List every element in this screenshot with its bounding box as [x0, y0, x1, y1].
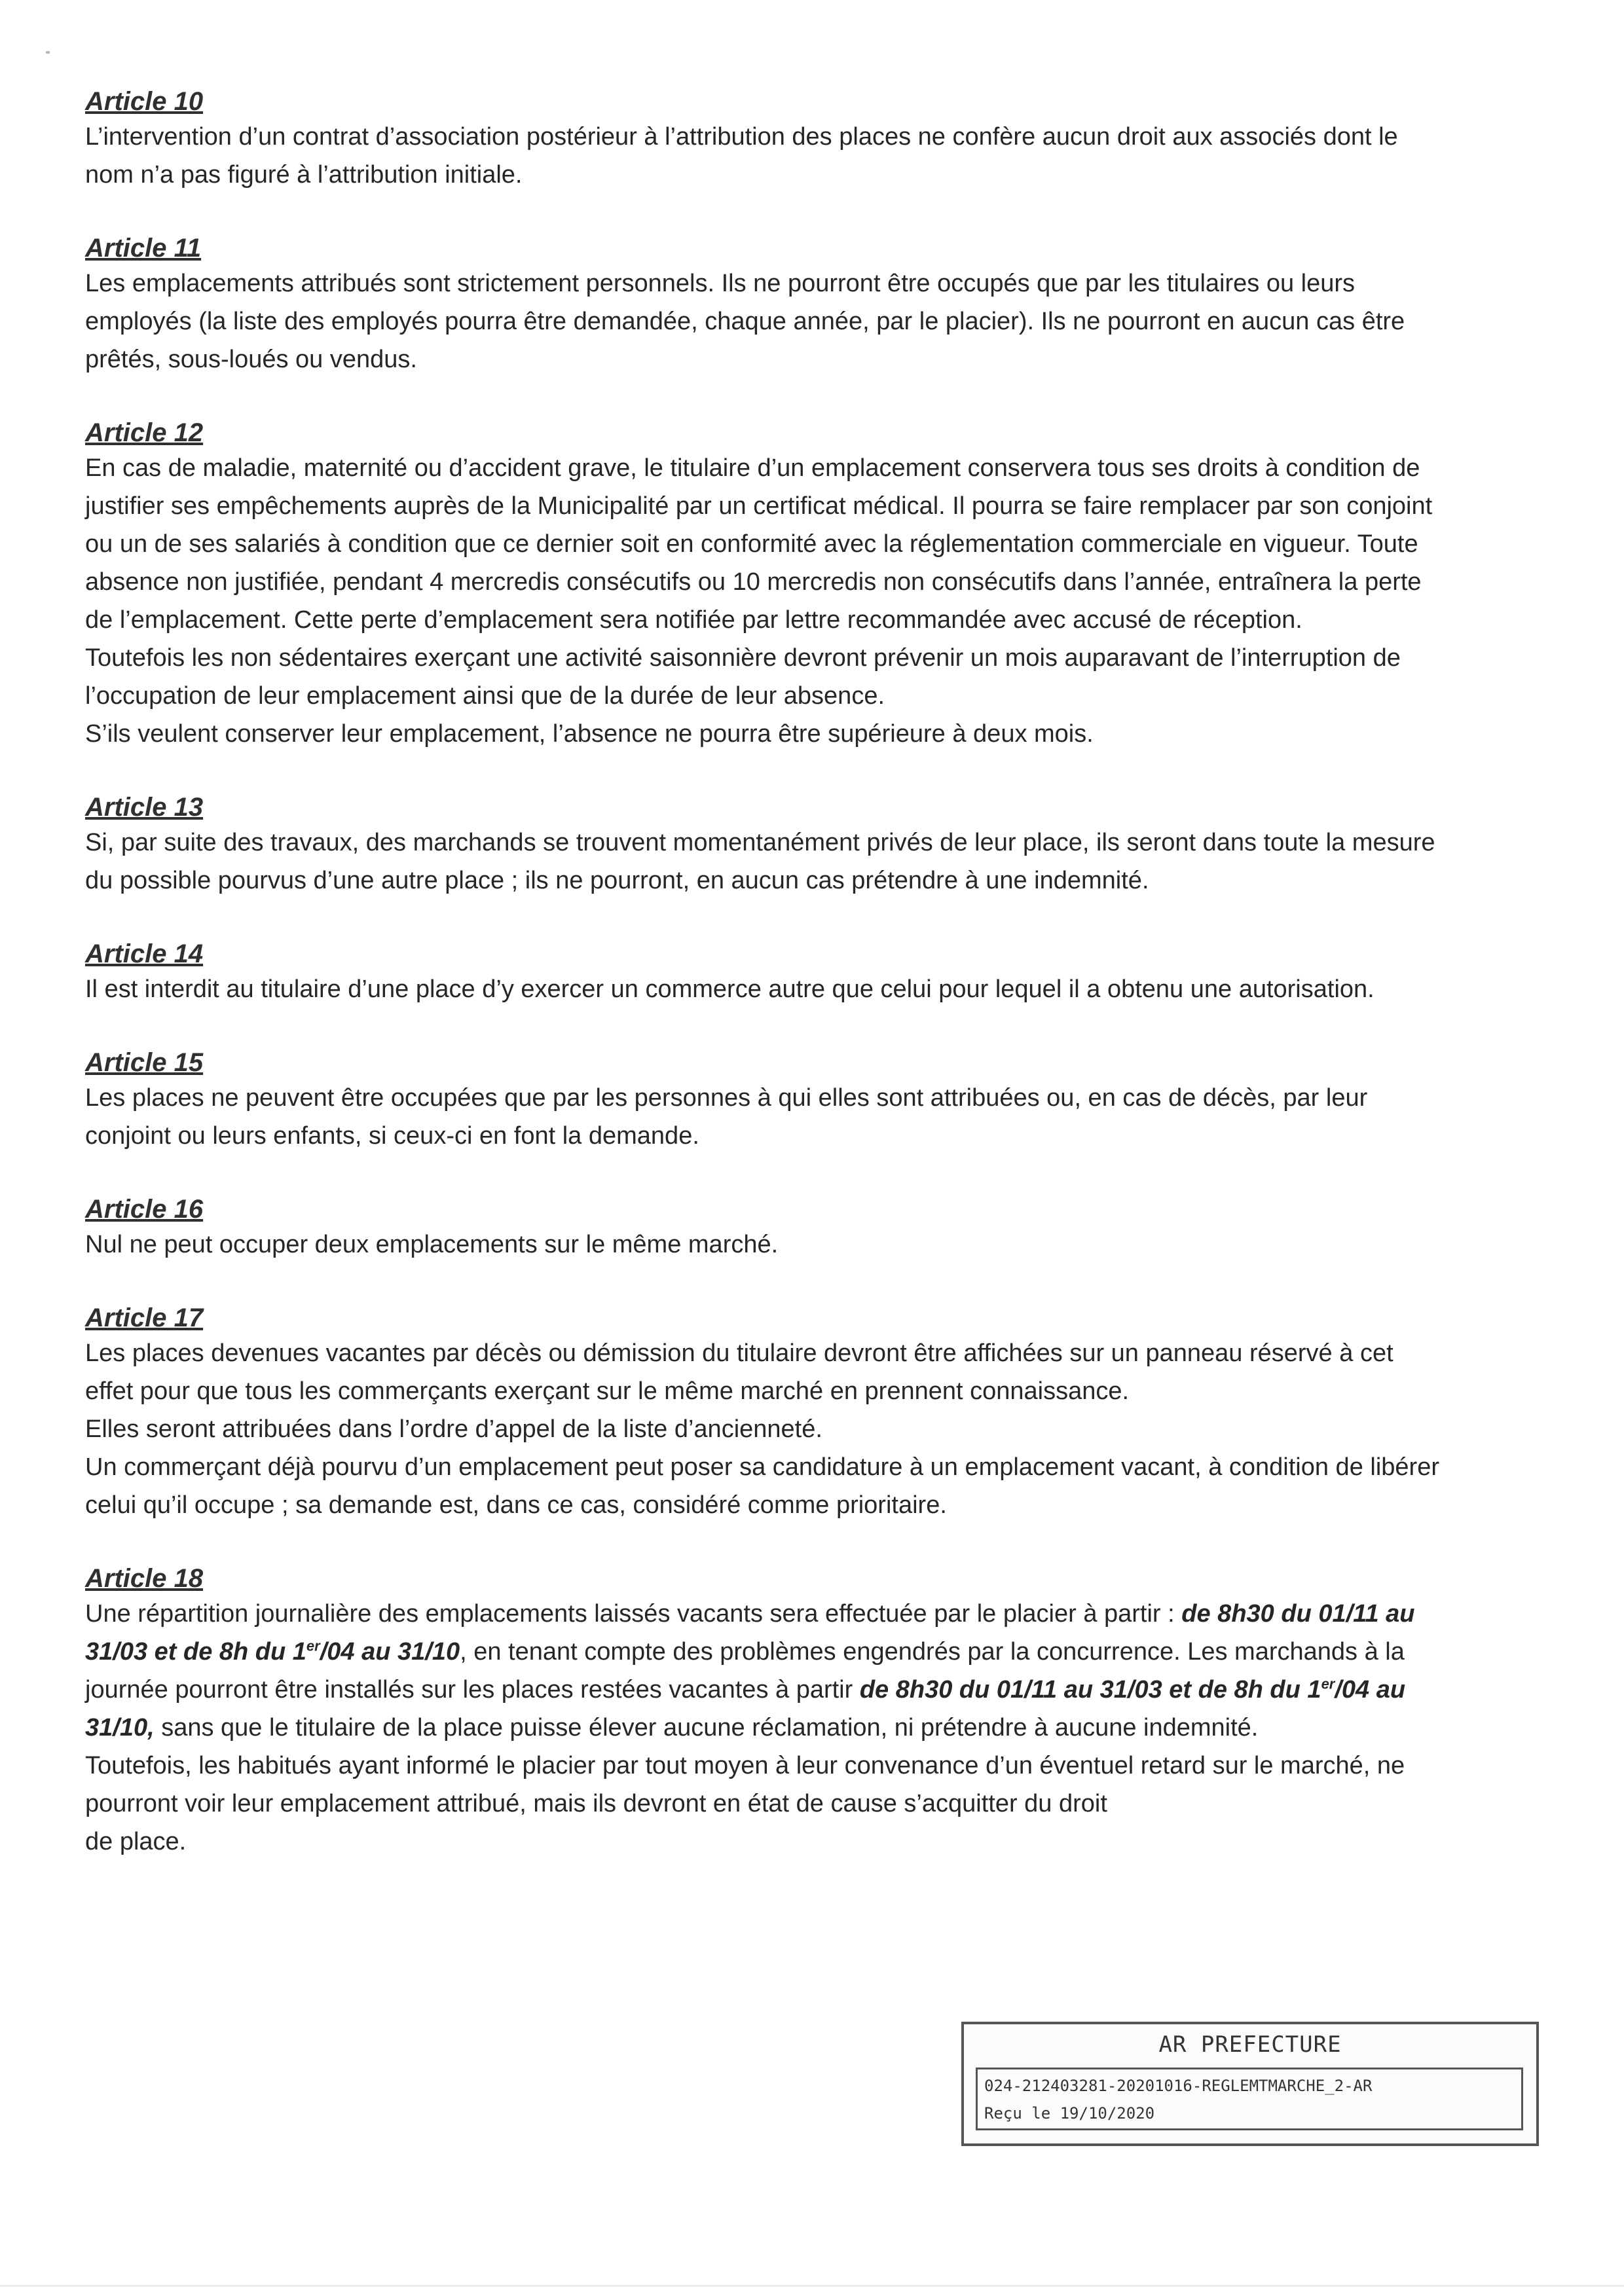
article-body [85, 1334, 1447, 1524]
article-17 [85, 1302, 1447, 1524]
article-13 [85, 791, 1447, 900]
article-text: , en tenant compte des problèmes engendrés par la concurrence. Les marchands à la journée pourront être installés sur les places restées vacantes à partir [85, 1638, 1405, 1704]
article-body [85, 970, 1447, 1008]
article-body [85, 118, 1447, 194]
article-paragraph: Les places devenues vacantes par décès ou démission du titulaire devront être affichées sur un panneau réservé à cet effet pour que tous les commerçants exerçant sur le même marché en prennent connaissance. [85, 1339, 1393, 1405]
stamp-details [976, 2068, 1523, 2130]
article-title: Article 10 [85, 87, 204, 116]
article-paragraph: L’intervention d’un contrat d’association postérieur à l’attribution des places ne confère aucun droit aux associés dont le nom n’a pas figuré à l’attribution initiale. [85, 123, 1398, 189]
article-title: Article 15 [85, 1048, 204, 1077]
article-text: Une répartition journalière des emplacements laissés vacants sera effectuée par le placier à partir : [85, 1600, 1175, 1628]
scan-bottom-edge [0, 2285, 1624, 2287]
article-title: Article 17 [85, 1303, 204, 1332]
article-paragraph: Un commerçant déjà pourvu d’un emplacement peut poser sa candidature à un emplacement vacant, à condition de libérer celui qu’il occupe ; sa demande est, dans ce cas, considéré comme prioritaire. [85, 1453, 1439, 1519]
ordinal-superscript: er [1321, 1675, 1335, 1692]
article-12 [85, 416, 1447, 753]
article-title: Article 12 [85, 418, 204, 447]
schedule-text: de 8h30 du 01/11 au 31/03 et de 8h du 1 [859, 1676, 1321, 1704]
article-paragraph: Si, par suite des travaux, des marchands se trouvent momentanément privés de leur place, ils seront dans toute la mesure du possible pourvus d’une autre place ; ils ne pourront, en aucun cas prétendre à une indemnité. [85, 829, 1435, 894]
article-body [85, 1595, 1447, 1861]
schedule-text: /04 au 31/10, [85, 1676, 1406, 1741]
article-paragraph: S’ils veulent conserver leur emplacement, l’absence ne pourra être supérieure à deux mois. [85, 720, 1094, 748]
article-title: Article 13 [85, 793, 204, 822]
article-title: Article 16 [85, 1195, 204, 1224]
article-body [85, 264, 1447, 378]
article-body [85, 1079, 1447, 1155]
article-body [85, 1226, 1447, 1264]
stamp-reference: 024-212403281-20201016-REGLEMTMARCHE_2-AR [984, 2077, 1373, 2095]
article-15 [85, 1046, 1447, 1155]
article-paragraph [85, 1595, 1447, 1747]
scan-speck [46, 51, 50, 54]
article-paragraph: de place. [85, 1828, 187, 1855]
article-text: sans que le titulaire de la place puisse élever aucune réclamation, ni prétendre à aucune indemnité. [154, 1714, 1259, 1741]
article-18 [85, 1562, 1447, 1861]
schedule-text: /04 au 31/10 [320, 1638, 460, 1666]
article-paragraph: Les places ne peuvent être occupées que par les personnes à qui elles sont attribuées ou, en cas de décès, par leur conjoint ou leurs enfants, si ceux-ci en font la demande. [85, 1084, 1368, 1150]
article-11 [85, 232, 1447, 378]
article-body [85, 824, 1447, 900]
article-paragraph: Toutefois, les habitués ayant informé le placier par tout moyen à leur convenance d’un éventuel retard sur le marché, ne pourront voir leur emplacement attribué, mais ils devront en état de cause s’acquitter du droit [85, 1752, 1405, 1817]
article-title: Article 18 [85, 1564, 204, 1593]
document-content [85, 85, 1447, 1861]
schedule-text: de 8h30 du 01/11 au 31/03 et de 8h du 1 [85, 1600, 1415, 1666]
stamp-title: AR PREFECTURE [1158, 2032, 1342, 2058]
article-14 [85, 938, 1447, 1008]
article-title: Article 14 [85, 939, 204, 968]
article-title: Article 11 [85, 234, 202, 263]
ordinal-superscript: er [306, 1637, 320, 1654]
article-paragraph: Les emplacements attribués sont strictement personnels. Ils ne pourront être occupés que par les titulaires ou leurs employés (la liste des employés pourra être demandée, chaque année, par le placier). Ils ne pourront en aucun cas être prêtés, sous-loués ou vendus. [85, 270, 1405, 373]
article-paragraph: En cas de maladie, maternité ou d’accident grave, le titulaire d’un emplacement conservera tous ses droits à condition de justifier ses empêchements auprès de la Municipalité par un certificat médical. Il pourra se faire remplacer par son conjoint ou un de ses salariés à condition que ce dernier soit en conformité avec la réglementation commerciale en vigueur. Toute absence non justifiée, pendant 4 mercredis consécutifs ou 10 mercredis non consécutifs dans l’année, entraînera la perte de l’emplacement. Cette perte d’emplacement sera notifiée par lettre recommandée avec accusé de réception. [85, 454, 1433, 634]
article-paragraph: Toutefois les non sédentaires exerçant une activité saisonnière devront prévenir un mois auparavant de l’interruption de l’occupation de leur emplacement ainsi que de la durée de leur absence. [85, 644, 1401, 710]
stamp-received-date: Reçu le 19/10/2020 [984, 2104, 1155, 2123]
article-10 [85, 85, 1447, 194]
article-body [85, 449, 1447, 753]
prefecture-stamp [961, 2022, 1539, 2146]
article-16 [85, 1193, 1447, 1264]
article-paragraph: Il est interdit au titulaire d’une place d’y exercer un commerce autre que celui pour lequel il a obtenu une autorisation. [85, 975, 1375, 1003]
article-paragraph: Nul ne peut occuper deux emplacements sur le même marché. [85, 1231, 779, 1258]
article-paragraph: Elles seront attribuées dans l’ordre d’appel de la liste d’ancienneté. [85, 1415, 822, 1443]
